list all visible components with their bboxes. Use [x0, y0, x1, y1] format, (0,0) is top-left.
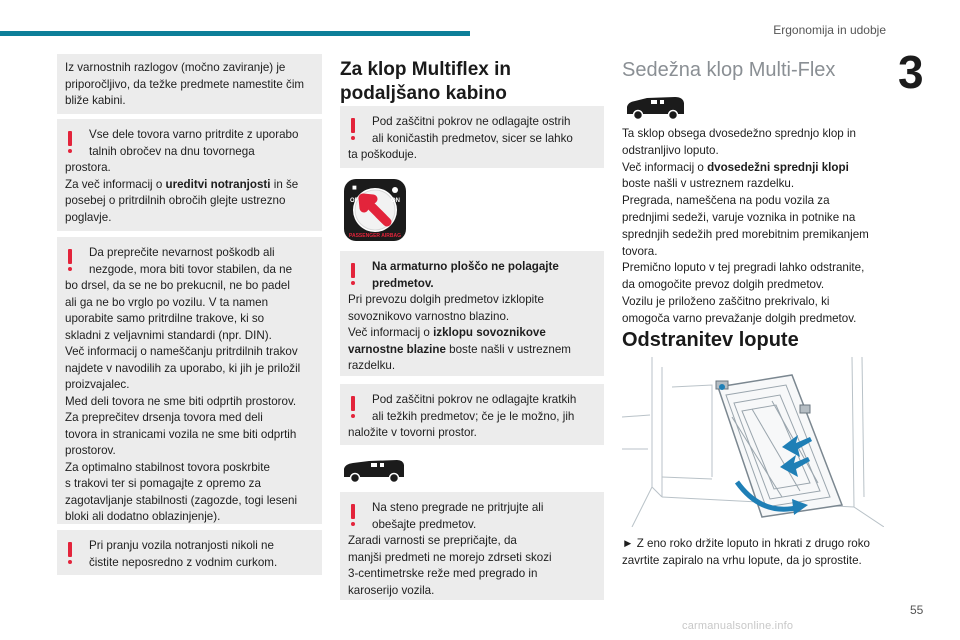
hatch-removal-step [622, 536, 902, 570]
text-line: Premično loputo v tej pregradi lahko odstranite, [622, 261, 865, 275]
bold-text: Na armaturno ploščo ne polagajte [372, 260, 559, 273]
warning-text-line [348, 342, 595, 359]
header-accent-bar [0, 31, 470, 36]
title-line: podaljšano kabino [340, 83, 507, 104]
warning-box-sharp-objects [340, 106, 604, 168]
text-line [622, 160, 902, 177]
warning-text-line: ta poškoduje. [348, 148, 417, 161]
warning-text-line: uporabite samo pritrdilne trakove, ki so [65, 312, 265, 325]
van-icon [623, 92, 689, 122]
warning-text-line: skladni z veljavnimi standardi (npr. DIN). [65, 328, 272, 342]
text-line: da omogočite prevoz dolgih predmetov. [622, 278, 825, 292]
warning-text-line [348, 259, 595, 276]
link-airbag-deactivation: varnostne blazine [348, 342, 446, 356]
warning-text-line: karoserijo vozila. [348, 583, 435, 597]
section-title-hatch-removal: Odstranitev lopute [622, 329, 799, 351]
exclamation-icon [67, 249, 73, 273]
warning-text-line: s trakovi ter si pomagajte z opremo za [65, 477, 261, 490]
text-line: tovora. [622, 244, 658, 258]
warning-text-line: Pri prevozu dolgih predmetov izklopite [348, 293, 544, 306]
exclamation-icon [350, 396, 356, 420]
airbag-off-label: OFF [350, 198, 362, 204]
airbag-icon-caption: PASSENGER AIRBAG [349, 233, 401, 239]
bold-text: predmetov. [372, 276, 434, 290]
warning-text-line [65, 177, 313, 194]
warning-text-line: Med deli tovora ne sme biti odprtih prostorov. [65, 394, 297, 408]
van-long-icon [341, 455, 407, 485]
warning-text-line: proizvajalec. [65, 378, 130, 391]
text-span: Za več informacij o [65, 177, 166, 191]
warning-text-line: nezgode, mora biti tovor stabilen, da ne [89, 262, 293, 276]
warning-text-line: zagotavljanje stabilnosti (zagozde, togi leseni [65, 493, 298, 507]
multiflex-description [622, 126, 902, 328]
text-line: odstranljivo loputo. [622, 143, 719, 157]
warning-text-line: sovoznikovo varnostno blazino. [348, 309, 510, 323]
warning-box-partition [340, 492, 604, 600]
warning-text-line: talnih obročev na dnu tovornega [89, 144, 255, 158]
warning-text-line: obešajte predmetov. [372, 517, 477, 531]
step-text: zavrtite zapiralo na vrhu lopute, da jo sprostite. [622, 553, 862, 567]
warning-text-line: Pod zaščitni pokrov ne odlagajte kratkih [372, 393, 577, 406]
airbag-off-icon [343, 178, 407, 242]
exclamation-icon [350, 118, 356, 142]
info-text: Iz varnostnih razlogov (močno zaviranje) je priporočljivo, da težke predmete namestite čim bliže kabini. [65, 61, 305, 107]
exclamation-icon [67, 131, 73, 155]
warning-text-line: ali težkih predmetov; če je le možno, jih [372, 409, 575, 423]
warning-text-line: prostora. [65, 161, 111, 174]
warning-text-line: Za preprečitev drsenja tovora med deli [65, 411, 263, 424]
watermark: carmanualsonline.info [682, 620, 794, 632]
step-line [622, 536, 902, 553]
warning-box-washing [57, 530, 322, 575]
warning-text-line: Na steno pregrade ne pritrjujte ali [372, 501, 544, 514]
warning-box-dashboard [340, 251, 604, 376]
text-span: in še [270, 177, 299, 191]
hatch-removal-illustration [622, 357, 884, 527]
text-line: prednjimi sedeži, varuje voznika in potnike na [622, 210, 856, 224]
exclamation-icon [67, 542, 73, 566]
text-span: Več informacij o [622, 160, 708, 174]
exclamation-icon [350, 263, 356, 287]
warning-text-line: bloki ali dodatno oblazinjenje). [65, 510, 221, 523]
warning-box-load-stability [57, 237, 322, 524]
warning-text-line: Za optimalno stabilnost tovora poskrbite [65, 460, 270, 474]
warning-text-line: naložite v tovorni prostor. [348, 426, 477, 439]
warning-text-line: poglavje. [65, 210, 112, 224]
warning-box-secure-load [57, 119, 322, 231]
text-line: Ta sklop obsega dvosedežno sprednjo klop in [622, 127, 856, 140]
warning-text-line: Pri pranju vozila notranjosti nikoli ne [89, 539, 274, 552]
warning-text-line: čistite neposredno z vodnim curkom. [89, 555, 278, 569]
link-airbag-deactivation: izklopu sovoznikove [433, 326, 546, 339]
text-line: omogoča varno prevažanje dolgih predmetov. [622, 311, 857, 325]
text-span: Več informacij o [348, 326, 434, 339]
section-title-multiflex-bench: Sedežna klop Multi-Flex [622, 59, 836, 81]
warning-text-line: Pod zaščitni pokrov ne odlagajte ostrih [372, 115, 571, 128]
exclamation-icon [350, 504, 356, 528]
warning-text-line: razdelku. [348, 359, 396, 372]
warning-text-line: ali ga ne bo vrglo po vozilu. V ta namen [65, 295, 269, 309]
warning-text-line: Zaradi varnosti se prepričajte, da [348, 534, 517, 547]
title-line: Za klop Multiflex in [340, 59, 512, 80]
warning-text-line: bo drsel, da se ne bo prekucnil, ne bo padel [65, 279, 290, 292]
warning-text-line: manjši predmeti ne morejo zdrseti skozi [348, 550, 552, 564]
warning-text-line [348, 325, 595, 342]
warning-text-line: Da preprečite nevarnost poškodb ali [89, 246, 275, 259]
airbag-on-label: ON [391, 198, 400, 204]
link-double-front-bench: dvosedežni sprednji klopi [707, 160, 849, 174]
warning-text-line: posebej o pritrdilnih obročih glejte ustrezno [65, 194, 286, 207]
text-line: Vozilu je priloženo zaščitno prekrivalo, ki [622, 294, 830, 308]
warning-box-short-heavy [340, 384, 604, 445]
svg-text:■: ■ [352, 183, 357, 192]
text-line: Pregrada, nameščena na podu vozila za [622, 194, 830, 208]
chapter-title: Ergonomija in udobje [773, 23, 886, 37]
warning-text-line [348, 276, 595, 293]
section-title-multiflex [340, 58, 610, 106]
info-box-heavy-items [57, 54, 322, 114]
warning-text-line: Vse dele tovora varno pritrdite z uporabo [89, 128, 299, 141]
warning-text-line: najdete v navodilih za uporabo, ki jih je priložil [65, 361, 301, 375]
step-text: Z eno roko držite loputo in hkrati z drugo roko [636, 537, 871, 550]
warning-text-line: ali koničastih predmetov, sicer se lahko [372, 131, 573, 145]
warning-text-line: prostorov. [65, 444, 116, 457]
warning-text-line: 3-centimetrske reže med pregrado in [348, 567, 538, 580]
link-interior-layout: ureditvi notranjosti [165, 177, 271, 191]
text-line: sprednjih sedežih pred morebitnim premikanjem [622, 227, 869, 241]
warning-text-line: Več informacij o nameščanju pritrdilnih trakov [65, 345, 298, 358]
page-number: 55 [910, 603, 924, 617]
text-span: boste našli v ustreznem [445, 342, 571, 356]
chapter-number: 3 [898, 46, 924, 98]
step-marker-icon: ► [622, 537, 634, 550]
warning-text-line: tovora in stranicami vozila ne sme biti odprtih [65, 427, 297, 441]
text-line: boste našli v ustreznem razdelku. [622, 177, 795, 191]
